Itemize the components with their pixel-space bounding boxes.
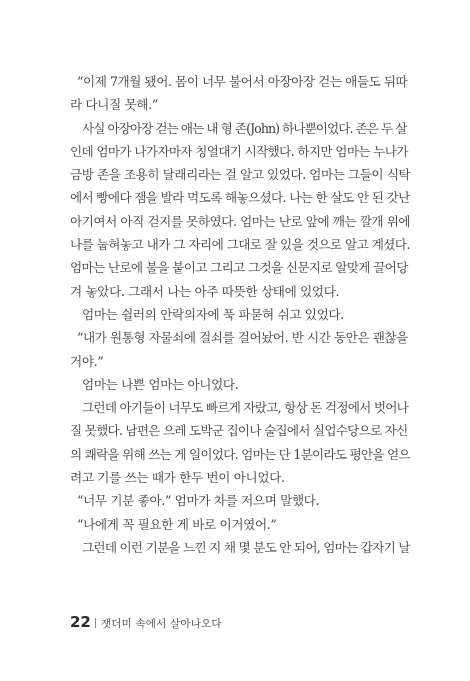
- text-line: 엄마는 난로에 불을 붙이고 그리고 그것을 신문지로 알맞게 끌어당: [70, 260, 408, 276]
- text-line: 엄마는 쉴러의 안락의자에 푹 파묻혀 쉬고 있었다.: [82, 306, 344, 322]
- text-line: 인데 엄마가 나가자마자 칭얼대기 시작했다. 하지만 엄마는 누나가: [70, 143, 408, 159]
- text-line: “이제 7개월 됐어. 몸이 너무 불어서 아장아장 걷는 애들도 뒤따: [77, 74, 408, 89]
- text-line: “나에게 꼭 필요한 게 바로 이거였어.”: [77, 516, 277, 532]
- running-title: 잿더미 속에서 살아나오다: [100, 618, 222, 630]
- text-line: 라 다니질 못해.”: [70, 97, 158, 113]
- body-text: [70, 70, 410, 559]
- text-line: 나를 눕혀놓고 내가 그 자리에 그대로 잘 있을 것으로 알고 계셨다.: [70, 237, 410, 253]
- text-line: 겨 놓았다. 그래서 나는 아주 따뜻한 상태에 있었다.: [70, 283, 340, 299]
- text-line: 의 쾌락을 위해 쓰는 게 일이었다. 엄마는 단 1분이라도 평안을 얻으: [70, 446, 410, 462]
- page-number: 22: [70, 613, 91, 631]
- text-line: 사실 아장아장 걷는 애는 내 형 존(John) 하나뿐이었다. 존은 두 살: [82, 120, 407, 136]
- footer-divider: [95, 618, 96, 628]
- text-line: 금방 존을 조용히 달래리라는 걸 알고 있었다. 엄마는 그들이 식탁: [70, 167, 411, 183]
- text-line: “내가 원통형 자물쇠에 걸쇠를 걸어놨어. 반 시간 동안은 괜찮을: [77, 330, 408, 346]
- text-line: 질 못했다. 남편은 으레 도박군 집이나 술집에서 실업수당으로 자신: [70, 423, 408, 439]
- text-line: 아기여서 아직 걷지를 못하였다. 엄마는 난로 앞에 깨는 깔개 위에: [70, 213, 411, 229]
- page-footer: [70, 612, 222, 632]
- text-line: “너무 기분 좋아.” 엄마가 차를 저으며 말했다.: [77, 493, 320, 509]
- text-line: 려고 기를 쓰는 때가 한두 번이 아니었다.: [70, 470, 285, 486]
- text-line: 엄마는 나쁜 엄마는 아니었다.: [82, 376, 239, 392]
- text-line: 그런데 아기들이 너무도 빠르게 자랐고, 항상 돈 걱정에서 벗어나: [82, 400, 409, 416]
- text-line: 그런데 이런 기분을 느낀 지 채 몇 분도 안 되어, 엄마는 갑자기 날: [82, 539, 410, 555]
- text-line: 거야.”: [70, 353, 104, 369]
- text-line: 에서 빵에다 잼을 발라 먹도록 해놓으셨다. 나는 한 살도 안 된 갓난: [70, 190, 410, 206]
